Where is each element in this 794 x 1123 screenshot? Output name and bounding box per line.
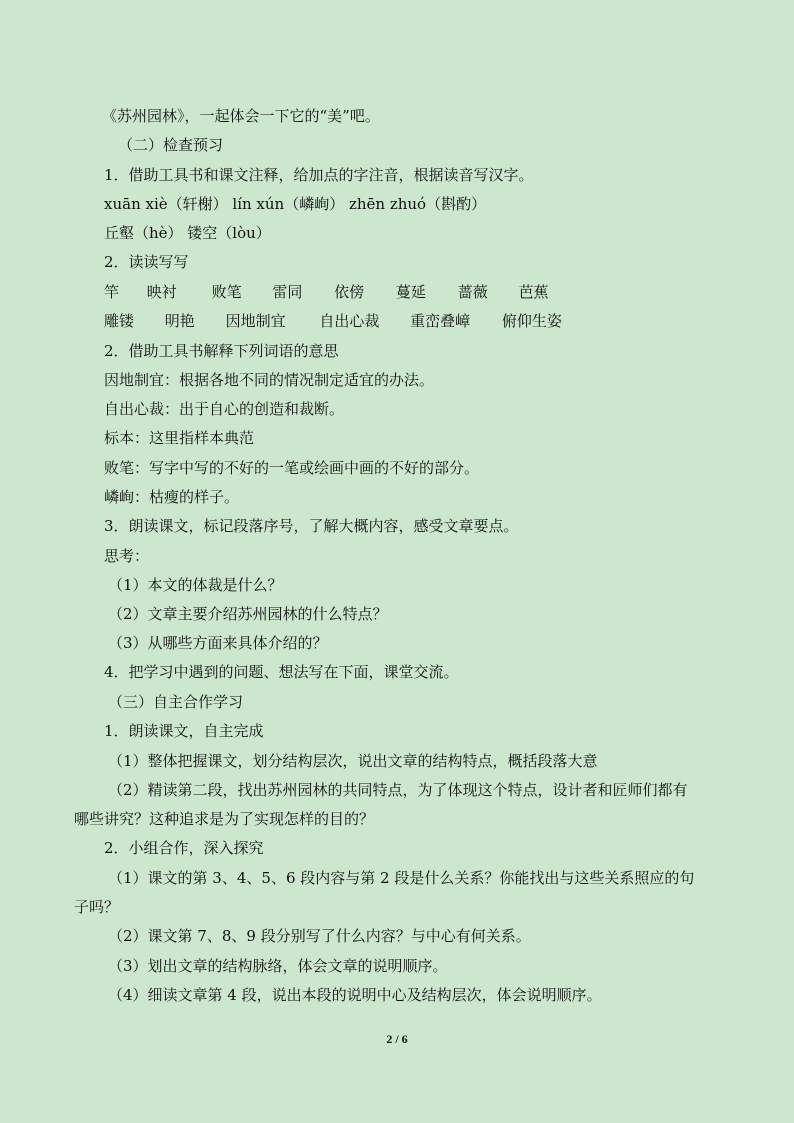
vocab-word: 蔓延 xyxy=(395,283,426,301)
vocab-word: 明艳 xyxy=(164,312,195,330)
page-number: 2 / 6 xyxy=(386,1032,408,1046)
intro-line: 《苏州园林》，一起体会一下它的“美”吧。 xyxy=(102,107,380,125)
vocab-word: 雷同 xyxy=(272,283,303,301)
definition-line: 因地制宜：根据各地不同的情况制定适宜的办法。 xyxy=(104,371,435,389)
subtask-heading: 1．朗读课文，自主完成 xyxy=(104,722,264,740)
task-2-heading: 2．读读写写 xyxy=(104,253,189,271)
vocab-word: 雕镂 xyxy=(104,312,135,330)
task-2-explain-heading: 2．借助工具书解释下列词语的意思 xyxy=(104,342,339,360)
vocab-word: 自出心裁 xyxy=(319,312,380,330)
vocab-word: 因地制宜 xyxy=(225,312,286,330)
task-4-instruction: 4．把学习中遇到的问题、想法写在下面，课堂交流。 xyxy=(104,663,459,681)
vocab-word: 蔷薇 xyxy=(457,283,488,301)
section-heading-preview: （二）检查预习 xyxy=(118,136,224,154)
definition-line: 标本：这里指样本典范 xyxy=(104,429,255,447)
subtask-heading: 2．小组合作，深入探究 xyxy=(104,839,264,857)
definition-line: 败笔：写字中写的不好的一笔或绘画中画的不好的部分。 xyxy=(104,459,480,477)
question-line-continuation: 子吗？ xyxy=(74,898,120,916)
question-line: （1）本文的体裁是什么？ xyxy=(108,576,283,594)
vocab-word: 俯仰生姿 xyxy=(501,312,562,330)
question-line: （1）整体把握课文，划分结构层次，说出文章的结构特点，概括段落大意 xyxy=(108,752,598,770)
task-1-instruction: 1．借助工具书和课文注释，给加点的字注音，根据读音写汉字。 xyxy=(104,166,534,184)
vocab-word: 重峦叠嶂 xyxy=(410,312,471,330)
question-line: （4）细读文章第 4 段，说出本段的说明中心及结构层次，体会说明顺序。 xyxy=(108,986,602,1004)
task-3-instruction: 3．朗读课文，标记段落序号，了解大概内容，感受文章要点。 xyxy=(104,517,519,535)
question-line: （2）精读第二段，找出苏州园林的共同特点，为了体现这个特点，设计者和匠师们都有 xyxy=(108,781,688,799)
question-line-continuation: 哪些讲究？这种追求是为了实现怎样的目的？ xyxy=(74,810,375,828)
characters-line: 丘壑（hè） 镂空（lòu） xyxy=(104,224,271,242)
think-label: 思考： xyxy=(104,547,150,565)
question-line: （2）课文第 7、8、9 段分别写了什么内容？与中心有何关系。 xyxy=(108,927,531,945)
definition-line: 嶙峋：枯瘦的样子。 xyxy=(104,488,240,506)
vocab-word: 败笔 xyxy=(211,283,242,301)
question-line: （3）划出文章的结构脉络，体会文章的说明顺序。 xyxy=(108,957,448,975)
question-line: （3）从哪些方面来具体介绍的？ xyxy=(108,634,328,652)
vocab-word: 依傍 xyxy=(334,283,365,301)
vocab-word: 竿 xyxy=(104,283,120,301)
pinyin-line: xuān xiè（轩榭） lín xún（嶙峋） zhēn zhuó（斟酌） xyxy=(104,195,487,213)
definition-line: 自出心裁：出于自心的创造和裁断。 xyxy=(104,400,345,418)
section-heading-cooperative: （三）自主合作学习 xyxy=(108,693,244,711)
vocabulary-row-2 xyxy=(104,311,562,331)
question-line: （1）课文的第 3、4、5、6 段内容与第 2 段是什么关系？你能找出与这些关系照应的句 xyxy=(108,869,695,887)
vocab-word: 芭蕉 xyxy=(518,283,549,301)
vocabulary-row-1 xyxy=(104,282,548,302)
question-line: （2）文章主要介绍苏州园林的什么特点？ xyxy=(108,605,388,623)
vocab-word: 映衬 xyxy=(146,283,177,301)
